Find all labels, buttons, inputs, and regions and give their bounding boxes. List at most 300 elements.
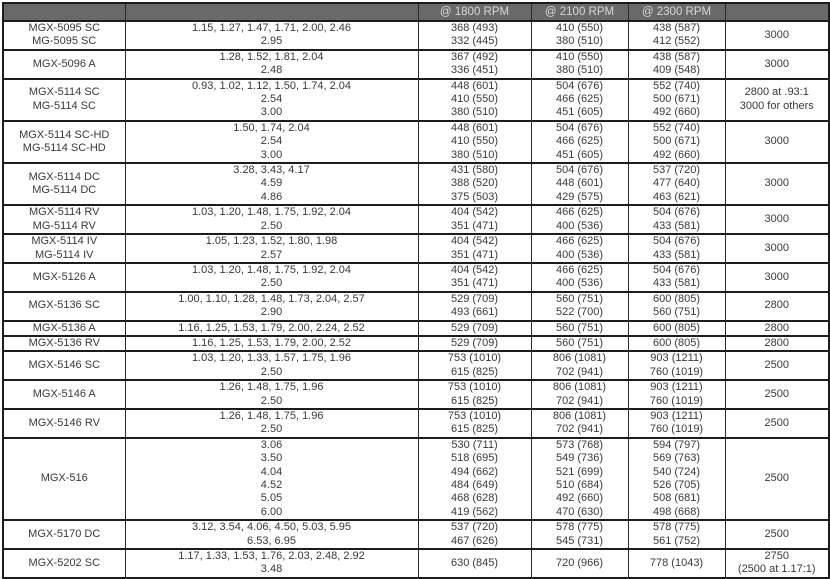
cell-line: 806 (1081) (552, 409, 607, 422)
ratios-cell (125, 163, 418, 205)
cell-line: 903 (1211) (650, 352, 703, 365)
model-cell (3, 121, 125, 163)
cell-line: 470 (630) (555, 505, 604, 518)
table-row (3, 292, 829, 321)
cell-line: 778 (1043) (649, 556, 704, 569)
rpm-1800-cell (418, 549, 531, 578)
cell-line: 2800 at .93:1 (744, 86, 809, 99)
cell-line: 504 (676) (555, 121, 604, 134)
cell-line: 753 (1010) (447, 381, 502, 394)
rpm-1800-cell (418, 292, 531, 321)
cell-line: MGX-5146 RV (28, 416, 100, 429)
rpm-2300-cell (628, 50, 725, 79)
model-cell (3, 549, 125, 578)
cell-line: 410 (550) (450, 135, 499, 148)
model-cell (3, 163, 125, 205)
cell-line: 594 (797) (652, 438, 701, 451)
max-rpm-cell (725, 50, 829, 79)
rpm-1800-cell (418, 163, 531, 205)
cell-line: 1.17, 1.33, 1.53, 1.76, 2.03, 2.48, 2.92 (178, 550, 365, 563)
model-cell (3, 263, 125, 292)
table-row (3, 263, 829, 292)
ratios-cell (125, 50, 418, 79)
cell-line: 549 (736) (555, 452, 604, 465)
cell-line: 615 (825) (450, 423, 499, 436)
cell-line: 2500 (764, 387, 789, 400)
cell-line: 5.05 (260, 492, 283, 505)
model-cell (3, 336, 125, 351)
cell-line: 600 (805) (652, 292, 701, 305)
rpm-1800-cell (418, 50, 531, 79)
rpm-2100-cell (531, 50, 628, 79)
cell-line: 410 (550) (555, 50, 604, 63)
table-row (3, 438, 829, 520)
model-cell (3, 351, 125, 380)
max-rpm-cell (725, 163, 829, 205)
cell-line: 2750 (764, 550, 789, 563)
cell-line: 494 (662) (450, 465, 499, 478)
cell-line: 2.50 (260, 394, 283, 407)
cell-line: 578 (775) (555, 521, 604, 534)
cell-line: MG-5114 DC (32, 184, 97, 197)
model-cell (3, 520, 125, 549)
cell-line: 380 (510) (555, 64, 604, 77)
cell-line: 753 (1010) (447, 352, 502, 365)
cell-line: 2.57 (260, 248, 283, 261)
cell-line: 537 (720) (450, 521, 499, 534)
rpm-2100-cell (531, 79, 628, 121)
cell-line: 400 (536) (555, 277, 604, 290)
ratios-cell (125, 79, 418, 121)
rpm-2100-cell (531, 21, 628, 50)
cell-line: 1.16, 1.25, 1.53, 1.79, 2.00, 2.52 (191, 336, 352, 349)
header-2100-rpm: @ 2100 RPM (531, 3, 628, 21)
cell-line: 2.95 (260, 35, 283, 48)
rpm-2100-cell (531, 121, 628, 163)
table-row (3, 50, 829, 79)
cell-line: 3.06 (260, 438, 283, 451)
rpm-1800-cell (418, 520, 531, 549)
cell-line: 3.12, 3.54, 4.06, 4.50, 5.03, 5.95 (191, 521, 352, 534)
table-row (3, 79, 829, 121)
table-row (3, 121, 829, 163)
cell-line: 2500 (764, 416, 789, 429)
cell-line: 2800 (764, 299, 789, 312)
cell-line: 493 (661) (450, 306, 499, 319)
cell-line: 508 (681) (652, 492, 701, 505)
cell-line: MGX-5095 SC (28, 22, 101, 34)
ratios-cell (125, 234, 418, 263)
cell-line: 530 (711) (451, 438, 498, 451)
cell-line: 1.26, 1.48, 1.75, 1.96 (219, 381, 324, 394)
rpm-2300-cell (628, 520, 725, 549)
cell-line: 504 (676) (652, 235, 701, 248)
cell-line: 504 (676) (555, 79, 604, 92)
cell-line: 466 (625) (555, 263, 604, 276)
cell-line: 451 (605) (555, 148, 604, 161)
cell-line: 529 (709) (450, 321, 499, 334)
cell-line: 484 (649) (450, 479, 499, 491)
rpm-2100-cell (531, 321, 628, 336)
max-rpm-cell (725, 549, 829, 578)
cell-line: 578 (775) (652, 521, 701, 534)
cell-line: 3.48 (260, 563, 283, 576)
cell-line: MGX-5096 A (32, 57, 96, 70)
table-row (3, 321, 829, 336)
rpm-1800-cell (418, 234, 531, 263)
cell-line: 500 (671) (652, 135, 701, 148)
ratios-cell (125, 21, 418, 50)
cell-line: 529 (709) (450, 336, 499, 349)
cell-line: 451 (605) (555, 106, 604, 119)
cell-line: 2.50 (260, 423, 283, 436)
rpm-2100-cell (531, 163, 628, 205)
cell-line: 1.03, 1.20, 1.48, 1.75, 1.92, 2.04 (191, 206, 352, 219)
cell-line: MGX-5114 IV (31, 235, 98, 248)
cell-line: 903 (1211) (650, 409, 703, 422)
cell-line: 4.59 (260, 177, 283, 190)
rpm-2300-cell (628, 121, 725, 163)
cell-line: 368 (493) (450, 22, 499, 34)
cell-line: 448 (601) (450, 79, 499, 92)
rpm-2100-cell (531, 336, 628, 351)
cell-line: 720 (966) (555, 556, 604, 569)
rpm-1800-cell (418, 409, 531, 438)
cell-line: MG-5095 SC (32, 35, 97, 48)
rpm-2300-cell (628, 351, 725, 380)
max-rpm-cell (725, 336, 829, 351)
cell-line: 1.05, 1.23, 1.52, 1.80, 1.98 (205, 235, 338, 248)
cell-line: 561 (752) (652, 534, 701, 547)
cell-line: 1.03, 1.20, 1.33, 1.57, 1.75, 1.96 (191, 352, 352, 365)
cell-line: 2500 (764, 359, 789, 372)
cell-line: 375 (503) (450, 190, 499, 203)
cell-line: 3.28, 3.43, 4.17 (233, 164, 310, 177)
cell-line: MGX-5126 A (32, 270, 96, 283)
table-header (3, 3, 829, 21)
table-row (3, 205, 829, 234)
rpm-2300-cell (628, 234, 725, 263)
cell-line: 600 (805) (652, 321, 701, 334)
table-row (3, 21, 829, 50)
rpm-2300-cell (628, 336, 725, 351)
cell-line: MGX-5146 SC (28, 359, 101, 372)
cell-line: 4.86 (260, 190, 283, 203)
ratios-cell (125, 409, 418, 438)
cell-line: 1.50, 1.74, 2.04 (233, 121, 310, 134)
cell-line: 6.53, 6.95 (247, 534, 296, 547)
cell-line: 545 (731) (555, 534, 604, 547)
table-row (3, 234, 829, 263)
cell-line: 404 (542) (450, 206, 499, 219)
cell-line: 404 (542) (450, 263, 499, 276)
rpm-1800-cell (418, 79, 531, 121)
cell-line: MGX-5114 SC (28, 86, 100, 99)
cell-line: 3000 (764, 28, 789, 41)
header-1800-rpm: @ 1800 RPM (418, 3, 531, 21)
cell-line: 466 (625) (555, 135, 604, 148)
cell-line: 433 (581) (652, 248, 701, 261)
rpm-2100-cell (531, 549, 628, 578)
rpm-2100-cell (531, 520, 628, 549)
model-cell (3, 79, 125, 121)
rpm-1800-cell (418, 380, 531, 409)
ratios-cell (125, 321, 418, 336)
cell-line: MGX-5114 DC (28, 170, 100, 183)
cell-line: 4.04 (260, 465, 283, 478)
cell-line: 560 (751) (555, 336, 604, 349)
rpm-2300-cell (628, 21, 725, 50)
cell-line: 410 (550) (555, 22, 604, 34)
cell-line: 380 (510) (450, 106, 499, 119)
model-cell (3, 321, 125, 336)
cell-line: MGX-5136 A (32, 321, 96, 334)
cell-line: 3.50 (260, 452, 283, 465)
cell-line: MG-5114 IV (35, 248, 94, 261)
rpm-1800-cell (418, 351, 531, 380)
cell-line: 753 (1010) (447, 409, 502, 422)
cell-line: 429 (575) (555, 190, 604, 203)
rpm-1800-cell (418, 336, 531, 351)
rpm-2100-cell (531, 292, 628, 321)
max-rpm-cell (725, 79, 829, 121)
cell-line: 1.00, 1.10, 1.28, 1.48, 1.73, 2.04, 2.57 (178, 292, 365, 305)
cell-line: MGX-5146 A (32, 387, 96, 400)
rpm-1800-cell (418, 321, 531, 336)
cell-line: 404 (542) (450, 235, 499, 248)
cell-line: 2.54 (260, 135, 283, 148)
max-rpm-cell (725, 292, 829, 321)
cell-line: 412 (552) (652, 35, 701, 48)
cell-line: 510 (684) (555, 479, 604, 491)
rpm-2100-cell (531, 263, 628, 292)
cell-line: 492 (660) (652, 106, 701, 119)
ratios-cell (125, 380, 418, 409)
table-row (3, 409, 829, 438)
max-rpm-cell (725, 234, 829, 263)
model-cell (3, 234, 125, 263)
cell-line: 498 (668) (652, 505, 701, 518)
cell-line: 380 (510) (555, 35, 604, 48)
cell-line: (2500 at 1.17:1) (737, 563, 816, 576)
cell-line: 2.54 (260, 93, 283, 106)
rpm-2100-cell (531, 205, 628, 234)
table-row (3, 336, 829, 351)
cell-line: 552 (740) (652, 121, 701, 134)
cell-line: 500 (671) (652, 93, 701, 106)
cell-line: 522 (700) (555, 306, 604, 319)
header-model (3, 3, 125, 21)
cell-line: MGX-516 (40, 472, 88, 485)
ratios-cell (125, 336, 418, 351)
rpm-2300-cell (628, 205, 725, 234)
rpm-2100-cell (531, 351, 628, 380)
ratios-cell (125, 121, 418, 163)
cell-line: 529 (709) (450, 292, 499, 305)
model-cell (3, 409, 125, 438)
rpm-2300-cell (628, 409, 725, 438)
cell-line: 560 (751) (652, 306, 701, 319)
cell-line: 410 (550) (450, 93, 499, 106)
cell-line: 903 (1211) (650, 381, 703, 394)
table-row (3, 520, 829, 549)
model-cell (3, 380, 125, 409)
cell-line: 2800 (764, 321, 789, 334)
model-cell (3, 292, 125, 321)
cell-line: 351 (471) (450, 277, 499, 290)
cell-line: 1.15, 1.27, 1.47, 1.71, 2.00, 2.46 (191, 22, 352, 34)
cell-line: 2.50 (260, 219, 283, 232)
cell-line: 2.50 (260, 365, 283, 378)
cell-line: 351 (471) (450, 248, 499, 261)
cell-line: 504 (676) (652, 263, 701, 276)
cell-line: 806 (1081) (552, 352, 607, 365)
cell-line: MGX-5114 RV (28, 206, 100, 219)
cell-line: MG-5114 SC (32, 99, 96, 112)
cell-line: 463 (621) (652, 190, 701, 203)
table-body (3, 21, 829, 578)
max-rpm-cell (725, 438, 829, 520)
cell-line: 2.90 (260, 306, 283, 319)
cell-line: 518 (695) (450, 452, 499, 465)
model-cell (3, 50, 125, 79)
rpm-1800-cell (418, 21, 531, 50)
max-rpm-cell (725, 409, 829, 438)
cell-line: 466 (625) (555, 206, 604, 219)
cell-line: MG-5114 RV (32, 219, 96, 232)
cell-line: 3000 (764, 177, 789, 190)
cell-line: 3000 (764, 270, 789, 283)
cell-line: 540 (724) (652, 465, 701, 478)
model-cell (3, 438, 125, 520)
cell-line: MGX-5202 SC (28, 556, 101, 569)
rpm-2100-cell (531, 409, 628, 438)
rpm-2300-cell (628, 79, 725, 121)
cell-line: 569 (763) (652, 452, 701, 465)
cell-line: 1.28, 1.52, 1.81, 2.04 (219, 50, 324, 63)
cell-line: 438 (587) (652, 22, 701, 34)
ratios-cell (125, 549, 418, 578)
cell-line: 521 (699) (555, 465, 604, 478)
cell-line: 388 (520) (450, 177, 499, 190)
rpm-2300-cell (628, 549, 725, 578)
rpm-2100-cell (531, 380, 628, 409)
cell-line: 448 (601) (450, 121, 499, 134)
cell-line: 3.00 (260, 148, 283, 161)
cell-line: 504 (676) (652, 206, 701, 219)
ratios-cell (125, 292, 418, 321)
cell-line: 468 (628) (450, 492, 499, 505)
cell-line: 6.00 (260, 505, 283, 518)
ratios-cell (125, 351, 418, 380)
cell-line: 2500 (764, 472, 789, 485)
cell-line: 702 (941) (555, 394, 604, 407)
cell-line: MGX-5170 DC (28, 527, 101, 540)
cell-line: 448 (601) (555, 177, 604, 190)
cell-line: 419 (562) (450, 505, 499, 518)
cell-line: 3000 (764, 57, 789, 70)
cell-line: MGX-5114 SC-HD (19, 128, 110, 141)
cell-line: 336 (451) (450, 64, 499, 77)
rpm-2300-cell (628, 292, 725, 321)
gear-ratings-table (2, 2, 830, 579)
rpm-1800-cell (418, 263, 531, 292)
max-rpm-cell (725, 351, 829, 380)
rpm-2100-cell (531, 234, 628, 263)
cell-line: 438 (587) (652, 50, 701, 63)
cell-line: 573 (768) (555, 438, 604, 451)
max-rpm-cell (725, 21, 829, 50)
max-rpm-cell (725, 321, 829, 336)
cell-line: 351 (471) (450, 219, 499, 232)
cell-line: 466 (625) (555, 235, 604, 248)
header-ratios (125, 3, 418, 21)
rpm-1800-cell (418, 438, 531, 520)
cell-line: 0.93, 1.02, 1.12, 1.50, 1.74, 2.04 (191, 79, 352, 92)
cell-line: 4.52 (260, 479, 283, 491)
cell-line: 400 (536) (555, 219, 604, 232)
cell-line: 537 (720) (652, 164, 701, 177)
cell-line: 492 (660) (555, 492, 604, 505)
cell-line: 600 (805) (652, 336, 701, 349)
rpm-2300-cell (628, 438, 725, 520)
cell-line: 760 (1019) (649, 365, 704, 378)
max-rpm-cell (725, 205, 829, 234)
cell-line: 2.48 (260, 64, 283, 77)
cell-line: 3000 (764, 135, 789, 148)
cell-line: 467 (626) (450, 534, 499, 547)
cell-line: MGX-5136 SC (28, 299, 101, 312)
table-row (3, 380, 829, 409)
cell-line: MG-5114 SC-HD (22, 141, 106, 154)
cell-line: 477 (640) (652, 177, 701, 190)
header-row (3, 3, 829, 21)
cell-line: 2500 (764, 527, 789, 540)
model-cell (3, 21, 125, 50)
ratios-cell (125, 438, 418, 520)
table-row (3, 163, 829, 205)
cell-line: 702 (941) (555, 365, 604, 378)
cell-line: 1.26, 1.48, 1.75, 1.96 (219, 409, 324, 422)
cell-line: 3000 for others (739, 99, 814, 112)
rpm-2300-cell (628, 380, 725, 409)
rpm-2300-cell (628, 263, 725, 292)
cell-line: 332 (445) (450, 35, 499, 48)
cell-line: 702 (941) (555, 423, 604, 436)
header-max-rpm (725, 3, 829, 21)
cell-line: 630 (845) (450, 556, 499, 569)
cell-line: 615 (825) (450, 365, 499, 378)
rpm-2300-cell (628, 163, 725, 205)
cell-line: 1.03, 1.20, 1.48, 1.75, 1.92, 2.04 (191, 263, 352, 276)
rpm-2100-cell (531, 438, 628, 520)
table-row (3, 549, 829, 578)
cell-line: 3000 (764, 212, 789, 225)
cell-line: 367 (492) (450, 50, 499, 63)
cell-line: 806 (1081) (552, 381, 607, 394)
ratios-cell (125, 263, 418, 292)
cell-line: MGX-5136 RV (28, 336, 100, 349)
table-row (3, 351, 829, 380)
cell-line: 3000 (764, 241, 789, 254)
rpm-1800-cell (418, 205, 531, 234)
max-rpm-cell (725, 121, 829, 163)
model-cell (3, 205, 125, 234)
cell-line: 433 (581) (652, 277, 701, 290)
cell-line: 2.50 (260, 277, 283, 290)
cell-line: 2800 (764, 336, 789, 349)
cell-line: 431 (580) (450, 164, 499, 177)
